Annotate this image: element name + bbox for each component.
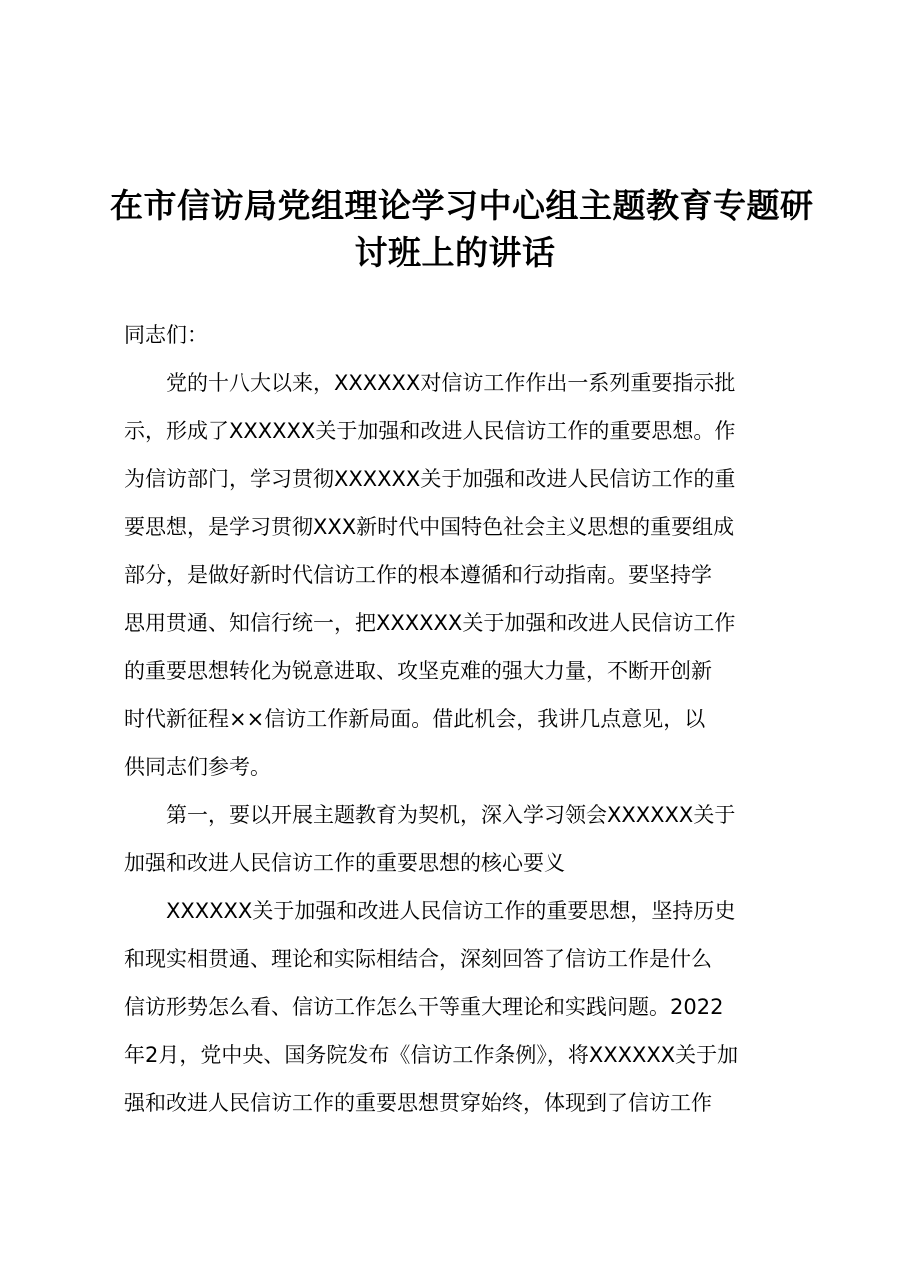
body-line: 要思想，是学习贯彻XXX新时代中国特色社会主义思想的重要组成 [124, 515, 735, 539]
body-line: 第一，要以开展主题教育为契机，深入学习领会XXXXXX关于 [124, 803, 736, 827]
body-line: 部分，是做好新时代信访工作的根本遵循和行动指南。要坚持学 [124, 563, 712, 587]
body-line: XXXXXX关于加强和改进人民信访工作的重要思想，坚持历史 [124, 899, 736, 923]
body-line: 为信访部门，学习贯彻XXXXXX关于加强和改进人民信访工作的重 [124, 467, 736, 491]
body-line: 和现实相贯通、理论和实际相结合，深刻回答了信访工作是什么 [124, 947, 712, 971]
body-line: 信访形势怎么看、信访工作怎么干等重大理论和实践问题。2022 [124, 995, 724, 1019]
salutation: 同志们： [124, 323, 208, 347]
body-line: 年2月，党中央、国务院发布《信访工作条例》，将XXXXXX关于加 [124, 1043, 739, 1067]
body-line: 党的十八大以来，XXXXXX对信访工作作出一系列重要指示批 [124, 371, 736, 395]
body-line: 强和改进人民信访工作的重要思想贯穿始终，体现到了信访工作 [124, 1091, 712, 1115]
title-line-1: 在市信访局党组理论学习中心组主题教育专题研 [110, 186, 814, 225]
title-line-2: 讨班上的讲话 [354, 233, 556, 272]
body-line: 供同志们参考。 [124, 755, 271, 779]
document-body [124, 311, 806, 1127]
body-line: 的重要思想转化为锐意进取、攻坚克难的强大力量，不断开创新 [124, 659, 712, 683]
body-line: 示，形成了XXXXXX关于加强和改进人民信访工作的重要思想。作 [124, 419, 736, 443]
body-line: 思用贯通、知信行统一，把XXXXXX关于加强和改进人民信访工作 [124, 611, 736, 635]
body-line: 时代新征程××信访工作新局面。借此机会，我讲几点意见，以 [124, 707, 706, 731]
body-line: 加强和改进人民信访工作的重要思想的核心要义 [124, 851, 565, 875]
document-title [110, 182, 814, 276]
